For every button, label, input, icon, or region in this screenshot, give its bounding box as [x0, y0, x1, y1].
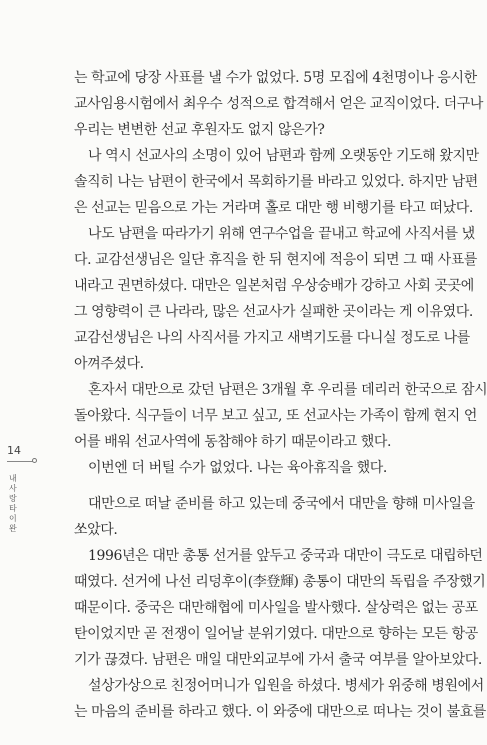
text-line: 그 영향력이 큰 나라라, 많은 선교사가 실패한 곳이라는 게 이유였다. [74, 304, 473, 320]
text-line: 이번엔 더 버틸 수가 없었다. 나는 육아휴직을 했다. [88, 460, 387, 476]
text-line: 돌아왔다. 식구들이 너무 보고 싶고, 또 선교사는 가족이 함께 현지 언 [74, 408, 477, 424]
text-line: 우리는 변변한 선교 후원자도 없지 않은가? [74, 122, 325, 138]
text-line: 교사임용시험에서 최우수 성적으로 합격해서 얻은 교직이었다. 더구나 [74, 96, 483, 112]
text-line: 내라고 권면하셨다. 대만은 일본처럼 우상숭배가 강하고 사회 곳곳에 [74, 278, 474, 294]
text-line: 쏘았다. [74, 522, 118, 538]
text-line: 때문이다. 중국은 대만해협에 미사일을 발사했다. 살상력은 없는 공포 [74, 600, 478, 616]
text-line: 교감선생님은 나의 사직서를 가지고 새벽기도를 다니실 정도로 나를 [74, 330, 470, 346]
text-line: 때였다. 선거에 나선 리덩후이(李登輝) 총통이 대만의 독립을 주장했기 [74, 574, 486, 590]
margin-rule [7, 461, 33, 462]
text-line: 혼자서 대만으로 갔던 남편은 3개월 후 우리를 데리러 한국으로 잠시 [88, 382, 487, 398]
text-line: 어를 배워 선교사역에 동참해야 하기 때문이라고 했다. [74, 434, 392, 450]
text-line: 솔직히 나는 남편이 한국에서 목회하기를 바라고 있었다. 하지만 남편 [74, 174, 478, 190]
text-line: 은 선교는 믿음으로 가는 거라며 홀로 대만 행 비행기를 타고 떠났다. [74, 200, 473, 216]
text-line: 대만으로 떠날 준비를 하고 있는데 중국에서 대만을 향해 미사일을 [88, 496, 475, 512]
page-number: 14 [7, 444, 21, 457]
margin-rule-dot [32, 458, 37, 463]
text-line: 는 마음의 준비를 하라고 했다. 이 와중에 대만으로 떠나는 것이 불효를 [74, 704, 487, 720]
text-line: 나도 남편을 따라가기 위해 연구수업을 끝내고 학교에 사직서를 냈 [88, 226, 475, 242]
text-line: 설상가상으로 친정어머니가 입원을 하셨다. 병세가 위중해 병원에서 [88, 678, 484, 694]
running-title: 내 사랑 타이완 [9, 474, 17, 533]
text-line: 1996년은 대만 총통 선거를 앞두고 중국과 대만이 극도로 대립하던 [88, 548, 483, 564]
text-line: 탄이었지만 곧 전쟁이 일어날 분위기였다. 대만으로 향하는 모든 항공 [74, 626, 478, 642]
text-line: 기가 끊겼다. 남편은 매일 대만외교부에 가서 출국 여부를 알아보았다. [74, 652, 482, 668]
text-line: 는 학교에 당장 사표를 낼 수가 없었다. 5명 모집에 4천명이나 응시한 [74, 70, 477, 86]
text-line: 아껴주셨다. [74, 356, 144, 372]
text-line: 나 역시 선교사의 소명이 있어 남편과 함께 오랫동안 기도해 왔지만 [88, 148, 479, 164]
text-line: 다. 교감선생님은 일단 휴직을 한 뒤 현지에 적응이 되면 그 때 사표를 [74, 252, 477, 268]
